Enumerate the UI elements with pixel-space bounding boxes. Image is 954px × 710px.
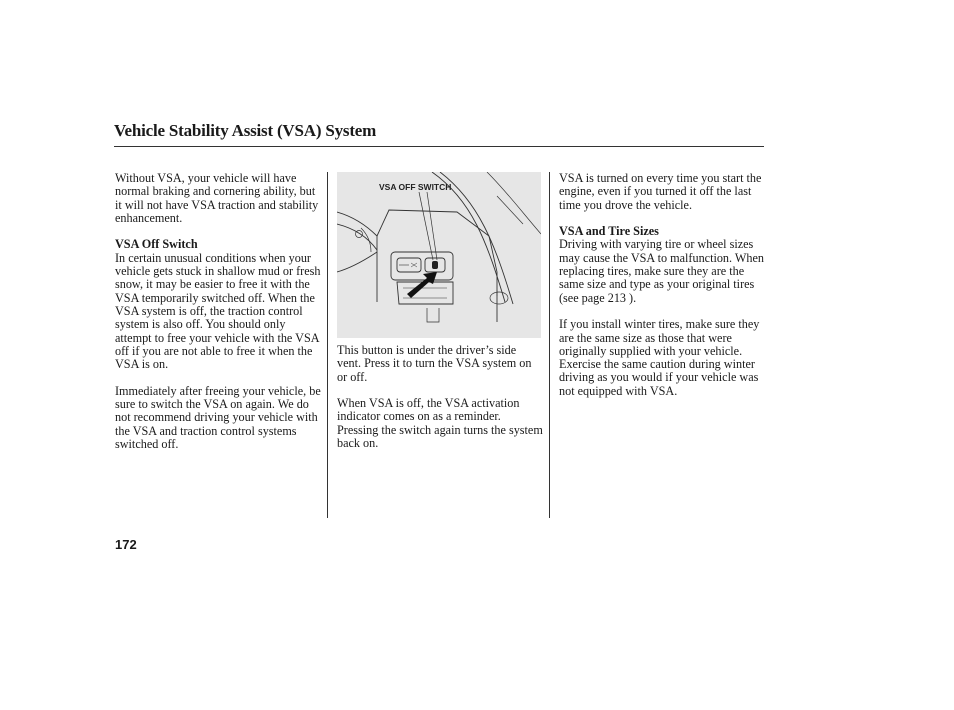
column-divider-right <box>549 172 550 518</box>
tire-sizes-paragraph: Driving with varying tire or wheel sizes may cause the VSA to malfunction. When replacing tires, make sure they are the same size and type as your original tires (see page 213 ). <box>559 237 765 305</box>
indicator-paragraph: When VSA is off, the VSA activation indicator comes on as a reminder. Pressing the switch again turns the system back on. <box>337 396 543 451</box>
column-middle <box>337 172 543 464</box>
intro-paragraph: Without VSA, your vehicle will have normal braking and cornering ability, but it will not have VSA traction and stability enhancement. <box>115 171 319 225</box>
section-heading-vsa-off-switch: VSA Off Switch <box>115 237 198 252</box>
column-left <box>115 172 323 465</box>
button-location-paragraph: This button is under the driver’s side vent. Press it to turn the VSA system on or off. <box>337 343 532 384</box>
column-divider-left <box>327 172 328 518</box>
column-right <box>559 172 764 411</box>
winter-tires-paragraph: If you install winter tires, make sure they are the same size as those that were originally supplied with your vehicle. Exercise the same caution during winter driving as you would if your vehicle was not equipped with VSA. <box>559 317 760 398</box>
page-title: Vehicle Stability Assist (VSA) System <box>114 121 377 140</box>
figure-caption: VSA OFF SWITCH <box>379 182 452 192</box>
title-divider <box>114 146 764 147</box>
freeing-vehicle-paragraph: Immediately after freeing your vehicle, be sure to switch the VSA on again. We do not recommend driving your vehicle with the VSA and traction control systems switched off. <box>115 383 321 451</box>
section-heading-tire-sizes: VSA and Tire Sizes <box>559 224 659 239</box>
page-number: 172 <box>115 537 137 552</box>
vsa-off-paragraph: In certain unusual conditions when your vehicle gets stuck in shallow mud or fresh snow, it may be easier to free it with the VSA temporarily switched off. When the VSA system is off, the traction control system is also off. You should only attempt to free your vehicle with the VSA off if you are not able to free it when the VSA is on. <box>115 250 321 372</box>
vsa-on-paragraph: VSA is turned on every time you start the engine, even if you turned it off the last time you drove the vehicle. <box>559 171 762 212</box>
